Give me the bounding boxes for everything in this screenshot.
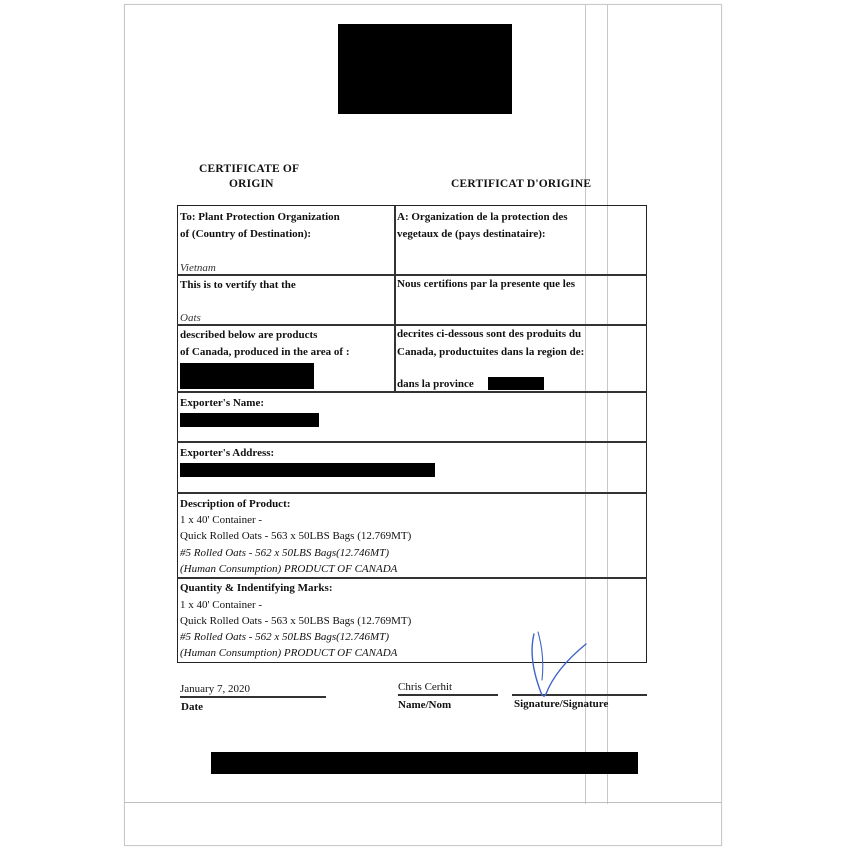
redacted-exporter-address: [180, 463, 435, 477]
title-en-line1: CERTIFICATE OF: [199, 163, 300, 175]
redacted-logo: [338, 24, 512, 114]
verify-label-fr: Nous certifions par la presente que les: [397, 278, 576, 290]
destination-label-fr-1: A: Organization de la protection des: [397, 211, 568, 223]
title-fr: CERTIFICAT D'ORIGINE: [451, 178, 592, 190]
redacted-area: [180, 363, 314, 389]
exporter-name-label: Exporter's Name:: [180, 397, 265, 409]
products-label-en-1: described below are products: [180, 329, 318, 341]
redacted-province: [488, 377, 544, 390]
date-label: Date: [181, 701, 203, 713]
destination-label-en-1: To: Plant Protection Organization: [180, 211, 340, 223]
products-label-fr-2: Canada, productuites dans la region de:: [397, 346, 585, 358]
product-value: Oats: [180, 312, 201, 324]
name-label: Name/Nom: [398, 699, 452, 711]
products-label-en-2: of Canada, produced in the area of :: [180, 346, 350, 358]
quantity-line: Quick Rolled Oats - 563 x 50LBS Bags (12.769MT): [180, 615, 412, 627]
quantity-line: 1 x 40' Container -: [180, 599, 263, 611]
exporter-address-label: Exporter's Address:: [180, 447, 275, 459]
name-value: Chris Cerhit: [398, 681, 453, 693]
quantity-line: (Human Consumption) PRODUCT OF CANADA: [180, 647, 398, 659]
date-value: January 7, 2020: [180, 683, 250, 695]
products-label-fr-3: dans la province: [397, 378, 474, 390]
destination-label-en-2: of (Country of Destination):: [180, 228, 312, 240]
redacted-exporter-name: [180, 413, 319, 427]
description-line: #5 Rolled Oats - 562 x 50LBS Bags(12.746MT): [180, 547, 389, 559]
verify-label-en: This is to vertify that the: [180, 279, 296, 291]
name-underline: [398, 694, 498, 696]
title-en-line2: ORIGIN: [229, 178, 274, 190]
description-line: 1 x 40' Container -: [180, 514, 263, 526]
table-row-divider: [177, 441, 647, 443]
destination-country-value: Vietnam: [180, 262, 216, 274]
date-underline: [180, 696, 326, 698]
scan-artifact-line: [124, 802, 722, 803]
description-line: (Human Consumption) PRODUCT OF CANADA: [180, 563, 398, 575]
redacted-footer: [211, 752, 638, 774]
description-line: Quick Rolled Oats - 563 x 50LBS Bags (12.769MT): [180, 530, 412, 542]
handwritten-signature: [528, 628, 594, 700]
quantity-label: Quantity & Indentifying Marks:: [180, 582, 333, 594]
table-row-divider: [177, 492, 647, 494]
signature-label: Signature/Signature: [514, 698, 609, 710]
table-column-divider: [394, 206, 396, 391]
table-row-divider: [177, 577, 647, 579]
description-label: Description of Product:: [180, 498, 291, 510]
quantity-line: #5 Rolled Oats - 562 x 50LBS Bags(12.746MT): [180, 631, 389, 643]
products-label-fr-1: decrites ci-dessous sont des produits du: [397, 328, 582, 340]
destination-label-fr-2: vegetaux de (pays destinataire):: [397, 228, 546, 240]
